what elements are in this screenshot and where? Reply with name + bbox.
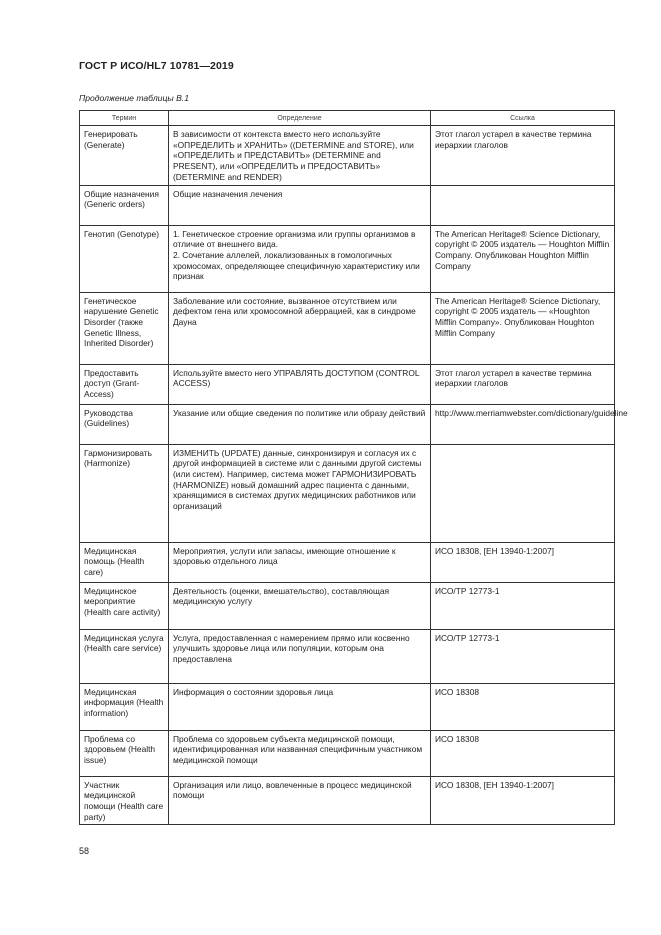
table-row xyxy=(80,683,615,730)
reference-cell xyxy=(431,776,615,825)
table-row xyxy=(80,730,615,776)
reference-cell xyxy=(431,582,615,629)
definition-cell xyxy=(169,683,431,730)
reference-cell xyxy=(431,126,615,186)
definition-text: Указание или общие сведения по политике или образу действий xyxy=(173,407,426,418)
definition-cell xyxy=(169,582,431,629)
page-number: 58 xyxy=(79,846,90,856)
reference-text: ИСО/ТР 12773-1 xyxy=(435,632,500,643)
term-cell xyxy=(80,292,169,364)
definition-cell xyxy=(169,185,431,225)
term-text: Медицинское мероприятие (Health care activity) xyxy=(84,585,161,617)
table-row xyxy=(80,292,615,364)
term-text: Проблема со здоровьем (Health issue) xyxy=(84,733,156,765)
table-header-row xyxy=(80,111,615,126)
term-cell xyxy=(80,404,169,444)
table-row xyxy=(80,444,615,542)
reference-text: http://www.merriamwebster.com/dictionary/guideline xyxy=(435,407,628,418)
table-row xyxy=(80,776,615,825)
term-text: Генетическое нарушение Genetic Disorder (также Genetic Illness, Inherited Disorder) xyxy=(84,295,159,349)
reference-cell xyxy=(431,730,615,776)
term-cell xyxy=(80,776,169,825)
term-text: Генерировать (Generate) xyxy=(84,129,138,150)
definition-text: Деятельность (оценки, вмешательство), составляющая медицинскую услугу xyxy=(173,585,390,607)
table-row xyxy=(80,404,615,444)
reference-text: ИСО 18308, [ЕН 13940-1:2007] xyxy=(435,545,554,556)
term-text: Участник медицинской помощи (Health care party) xyxy=(84,779,164,822)
reference-cell xyxy=(431,225,615,292)
term-cell xyxy=(80,542,169,582)
reference-cell xyxy=(431,404,628,444)
table-row xyxy=(80,225,615,292)
term-cell xyxy=(80,185,169,225)
term-cell xyxy=(80,225,169,292)
definition-cell xyxy=(169,225,431,292)
reference-cell xyxy=(431,683,615,730)
definition-text: Используйте вместо него УПРАВЛЯТЬ ДОСТУПОМ (CONTROL ACCESS) xyxy=(173,367,420,389)
definition-text: Услуга, предоставленная с намерением прямо или косвенно улучшить здоровье лица или популяции, которым она предоставлена xyxy=(173,632,410,664)
definition-text: В зависимости от контекста вместо него используйте «ОПРЕДЕЛИТЬ и ХРАНИТЬ» ((DETERMINE and STORE), или «ОПРЕДЕЛИТЬ и ПРЕДСТАВИТЬ» (DETERMINE and PRESENT), или «ОПРЕДЕЛИТЬ и ПРЕДОСТАВИТЬ» (DETERMINE and RENDER) xyxy=(173,129,414,182)
term-text: Медицинская услуга (Health care service) xyxy=(84,632,164,654)
table-row xyxy=(80,542,615,582)
table-row xyxy=(80,629,615,683)
reference-cell xyxy=(431,629,615,683)
reference-text: Этот глагол устарел в качестве термина иерархии глаголов xyxy=(435,129,592,150)
definition-cell xyxy=(169,542,431,582)
definition-cell xyxy=(169,126,431,186)
reference-text: ИСО 18308, [ЕН 13940-1:2007] xyxy=(435,779,554,790)
reference-text: ИСО/ТР 12773-1 xyxy=(435,585,500,596)
terms-table xyxy=(79,110,628,825)
reference-text: ИСО 18308 xyxy=(435,686,480,697)
definition-cell xyxy=(169,404,431,444)
reference-text: Этот глагол устарел в качестве термина иерархии глаголов xyxy=(435,367,592,389)
definition-cell xyxy=(169,776,431,825)
reference-text: The American Heritage® Science Dictionary, copyright © 2005 издатель — Houghton Mifflin Company. Опубликован Houghton Mifflin Company xyxy=(435,228,610,271)
document-standard-title: ГОСТ Р ИСО/HL7 10781—2019 xyxy=(79,60,234,72)
reference-cell xyxy=(431,185,615,225)
table-caption: Продолжение таблицы В.1 xyxy=(79,93,189,103)
definition-text: Информация о состоянии здоровья лица xyxy=(173,686,334,697)
reference-cell xyxy=(431,444,615,542)
term-cell xyxy=(80,683,169,730)
table-row xyxy=(80,364,615,404)
definition-cell xyxy=(169,730,431,776)
term-text: Медицинская информация (Health information) xyxy=(84,686,164,718)
term-cell xyxy=(80,730,169,776)
reference-cell xyxy=(431,292,615,364)
reference-cell xyxy=(431,542,615,582)
term-cell xyxy=(80,629,169,683)
definition-text: Заболевание или состояние, вызванное отсутствием или дефектом гена или хромосомной аберрацией, как в синдроме Дауна xyxy=(173,295,416,327)
header-term: Термин xyxy=(80,111,169,126)
definition-text: Общие назначения лечения xyxy=(173,188,283,199)
table-row xyxy=(80,185,615,225)
definition-cell xyxy=(169,629,431,683)
term-text: Предоставить доступ (Grant-Access) xyxy=(84,367,140,399)
reference-cell xyxy=(431,364,615,404)
term-text: Руководства (Guidelines) xyxy=(84,407,133,429)
definition-text: Проблема со здоровьем субъекта медицинской помощи, идентифицированная или названная специфичным участником медицинской помощи xyxy=(173,733,423,765)
term-cell xyxy=(80,444,169,542)
definition-text: ИЗМЕНИТЬ (UPDATE) данные, синхронизируя и согласуя их с другой информацией в системе или с данными другой системы (или систем). Например, система может ГАРМОНИЗИРОВАТЬ (HARMONIZE) новый домашний адрес пациента с данными, хранящимися в системах других медицинских работников или организаций xyxy=(173,447,422,512)
reference-text: ИСО 18308 xyxy=(435,733,480,744)
definition-text: Организация или лицо, вовлеченные в процесс медицинской помощи xyxy=(173,779,412,801)
definition-cell xyxy=(169,364,431,404)
term-text: Гармонизировать (Harmonize) xyxy=(84,447,152,469)
definition-cell xyxy=(169,444,431,542)
reference-text: The American Heritage® Science Dictionary, copyright © 2005 издатель — «Houghton Mifflin Company». Опубликован Houghton Mifflin Company xyxy=(435,295,601,338)
header-definition: Определение xyxy=(169,111,431,126)
term-cell xyxy=(80,126,169,186)
term-cell xyxy=(80,582,169,629)
term-text: Общие назначения (Generic orders) xyxy=(84,188,159,210)
table-row xyxy=(80,582,615,629)
table-row xyxy=(80,126,615,186)
term-text: Генотип (Genotype) xyxy=(84,228,160,239)
definition-text: 1. Генетическое строение организма или группы организмов в отличие от внешнего вида. 2. Сочетание аллелей, локализованных в гомологичных хромосомах, определяющее специфичную характеристику или признак xyxy=(173,228,420,282)
term-text: Медицинская помощь (Health care) xyxy=(84,545,145,577)
header-reference: Ссылка xyxy=(431,111,615,126)
term-cell xyxy=(80,364,169,404)
definition-cell xyxy=(169,292,431,364)
definition-text: Мероприятия, услуги или запасы, имеющие отношение к здоровью отдельного лица xyxy=(173,545,396,567)
